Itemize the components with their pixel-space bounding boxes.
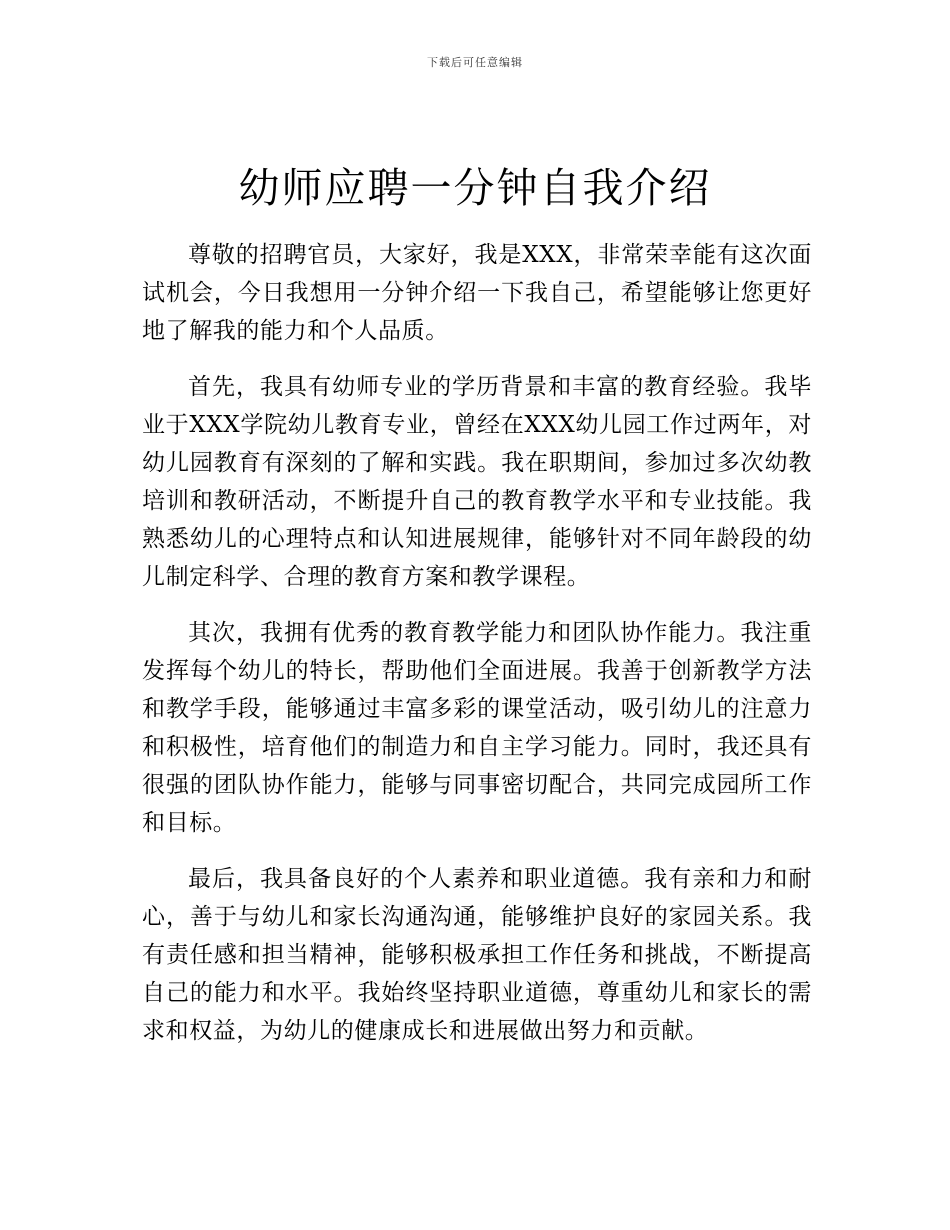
paragraph-1: 尊敬的招聘官员，大家好，我是XXX，非常荣幸能有这次面试机会，今日我想用一分钟介绍一下我自己，希望能够让您更好地了解我的能力和个人品质。 — [142, 242, 812, 344]
header-note: 下载后可任意编辑 — [427, 56, 523, 69]
paragraph-3: 其次，我拥有优秀的教育教学能力和团队协作能力。我注重发挥每个幼儿的特长，帮助他们全面进展。我善于创新教学方法和教学手段，能够通过丰富多彩的课堂活动，吸引幼儿的注意力和积极性，培育他们的制造力和自主学习能力。同时，我还具有很强的团队协作能力，能够与同事密切配合，共同完成园所工作和目标。 — [142, 620, 812, 836]
paragraph-2: 首先，我具有幼师专业的学历背景和丰富的教育经验。我毕业于XXX学院幼儿教育专业，曾经在XXX幼儿园工作过两年，对幼儿园教育有深刻的了解和实践。我在职期间，参加过多次幼教培训和教研活动，不断提升自己的教育教学水平和专业技能。我熟悉幼儿的心理特点和认知进展规律，能够针对不同年龄段的幼儿制定科学、合理的教育方案和教学课程。 — [142, 374, 812, 590]
page-title: 幼师应聘一分钟自我介绍 — [238, 164, 712, 212]
paragraph-4: 最后，我具备良好的个人素养和职业道德。我有亲和力和耐心，善于与幼儿和家长沟通沟通，能够维护良好的家园关系。我有责任感和担当精神，能够积极承担工作任务和挑战，不断提高自己的能力和水平。我始终坚持职业道德，尊重幼儿和家长的需求和权益，为幼儿的健康成长和进展做出努力和贡献。 — [142, 866, 812, 1044]
document-body — [142, 236, 812, 1068]
